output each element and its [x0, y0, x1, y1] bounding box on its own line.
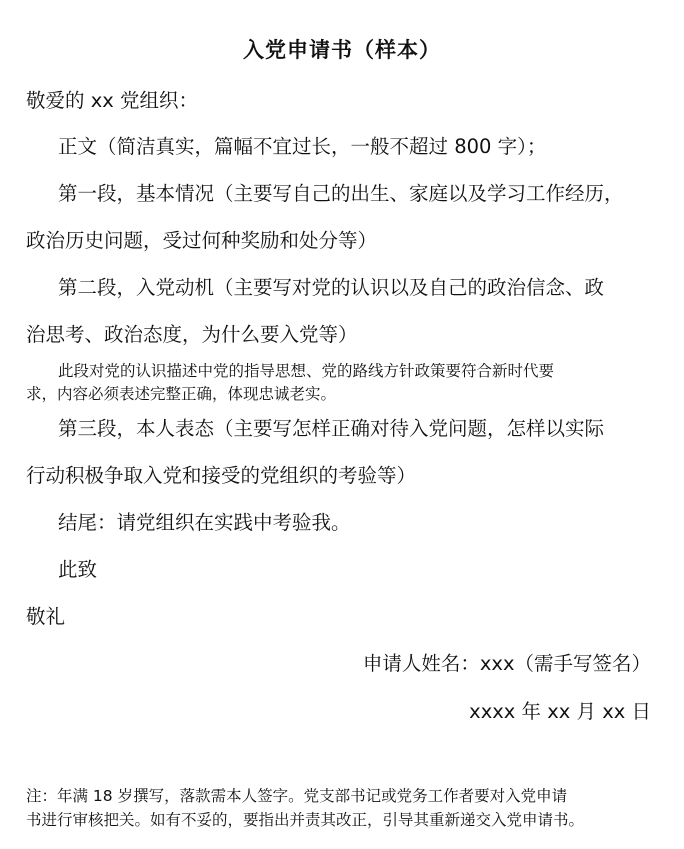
footnote-line-1: 注：年满 18 岁撰写，落款需本人签字。党支部书记或党务工作者要对入党申请: [26, 787, 568, 805]
document-title: 入党申请书（样本）: [243, 38, 441, 62]
jingli: 敬礼: [26, 605, 66, 628]
paragraph-2-line-1: 第二段，入党动机（主要写对党的认识以及自己的政治信念、政: [58, 276, 605, 299]
closing-line: 结尾：请党组织在实践中考验我。: [58, 511, 351, 534]
paragraph-1-line-1: 第一段，基本情况（主要写自己的出生、家庭以及学习工作经历，: [58, 182, 624, 205]
paragraph-2-line-2: 治思考、政治态度，为什么要入党等）: [26, 323, 358, 346]
cizhi: 此致: [58, 558, 98, 581]
paragraph-1-line-2: 政治历史问题，受过何种奖励和处分等）: [26, 229, 378, 252]
footnote-line-2: 书进行审核把关。如有不妥的，要指出并责其改正，引导其重新递交入党申请书。: [26, 811, 585, 829]
note-line-1: 此段对党的认识描述中党的指导思想、党的路线方针政策要符合新时代要: [58, 362, 555, 380]
paragraph-3-line-1: 第三段，本人表态（主要写怎样正确对待入党问题，怎样以实际: [58, 417, 605, 440]
paragraph-3-line-2: 行动积极争取入党和接受的党组织的考验等）: [26, 464, 417, 487]
date-line: xxxx 年 xx 月 xx 日: [469, 700, 651, 723]
body-intro: 正文（简洁真实，篇幅不宜过长，一般不超过 800 字）；: [58, 135, 547, 158]
note-line-2: 求，内容必须表述完整正确，体现忠诚老实。: [26, 385, 337, 403]
applicant-signature-line: 申请人姓名：xxx（需手写签名）: [362, 652, 651, 675]
salutation: 敬爱的 xx 党组织：: [26, 89, 198, 112]
